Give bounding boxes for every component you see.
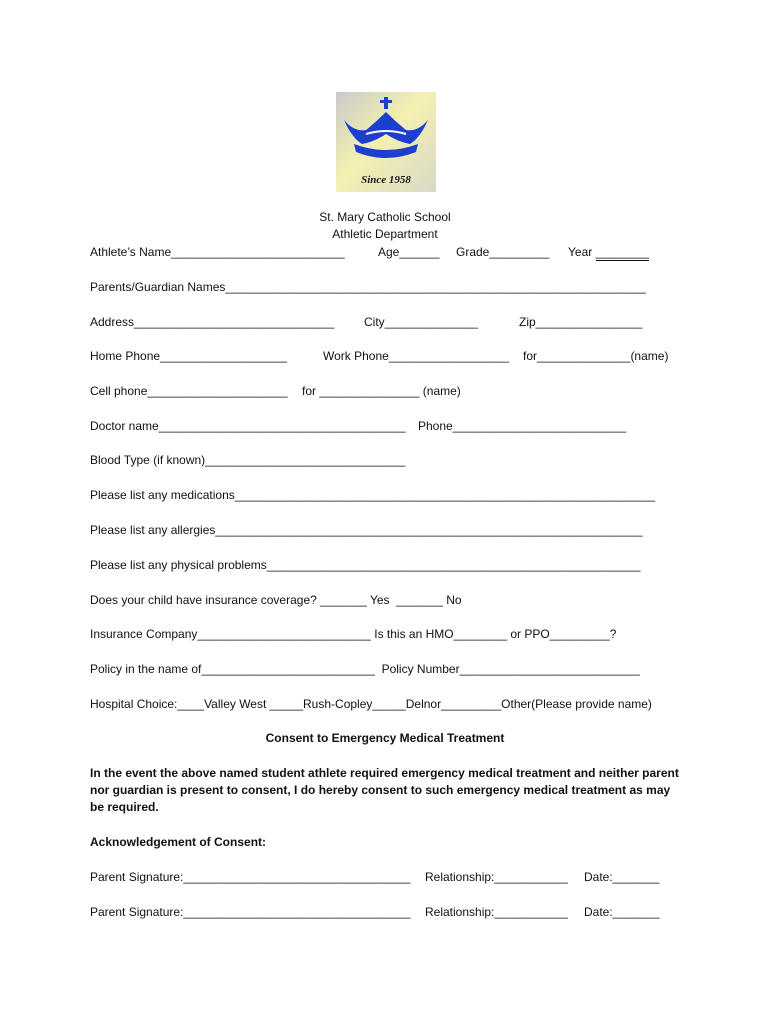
doctor-name-field[interactable]: Doctor name_____________________________________ — [90, 419, 406, 433]
consent-body: In the event the above named student athlete required emergency medical treatment and neither parent nor guardian is present to consent, I do hereby consent to such emergency medical treatment as may be required. — [90, 766, 679, 814]
cell-phone-field[interactable]: Cell phone_____________________ — [90, 384, 288, 398]
consent-title: Consent to Emergency Medical Treatment — [265, 731, 505, 745]
logo-caption: Since 1958 — [361, 174, 411, 186]
year-field[interactable] — [568, 244, 649, 261]
doctor-phone-field[interactable]: Phone__________________________ — [418, 419, 627, 433]
zip-field[interactable]: Zip________________ — [519, 315, 643, 329]
physical-problems-field[interactable]: Please list any physical problems________________________________________________________ — [90, 558, 641, 572]
department-name: Athletic Department — [332, 227, 438, 241]
medications-field[interactable]: Please list any medications_______________________________________________________________ — [90, 488, 656, 502]
date-field-1[interactable]: Date:_______ — [584, 870, 660, 884]
address-field[interactable]: Address______________________________ — [90, 315, 335, 329]
acknowledgement-heading: Acknowledgement of Consent: — [90, 835, 267, 849]
insurance-coverage-field[interactable]: Does your child have insurance coverage? _______ Yes _______ No — [90, 593, 462, 607]
hospital-choice-field[interactable]: Hospital Choice:____Valley West _____Rush-Copley_____Delnor_________Other(Please provide name) — [90, 697, 652, 711]
age-field[interactable]: Age______ — [378, 245, 440, 259]
date-field-2[interactable]: Date:_______ — [584, 905, 660, 919]
work-phone-for-field[interactable]: for______________(name) — [523, 349, 669, 363]
policy-field[interactable]: Policy in the name of__________________________ Policy Number___________________________ — [90, 662, 640, 676]
parent-signature-field-2[interactable]: Parent Signature:__________________________________ — [90, 905, 411, 919]
school-name: St. Mary Catholic School — [319, 210, 451, 224]
relationship-field-1[interactable]: Relationship:___________ — [425, 870, 568, 884]
school-logo — [336, 92, 436, 192]
home-phone-field[interactable]: Home Phone___________________ — [90, 349, 287, 363]
blood-type-field[interactable]: Blood Type (if known)______________________________ — [90, 453, 406, 467]
parents-field[interactable]: Parents/Guardian Names_______________________________________________________________ — [90, 280, 646, 294]
relationship-field-2[interactable]: Relationship:___________ — [425, 905, 568, 919]
grade-field[interactable]: Grade_________ — [456, 245, 550, 259]
insurance-company-field[interactable]: Insurance Company__________________________ Is this an HMO________ or PPO_________? — [90, 627, 617, 641]
cell-for-field[interactable]: for _______________ (name) — [302, 384, 461, 398]
year-label: Year — [568, 245, 593, 259]
city-field[interactable]: City______________ — [364, 315, 479, 329]
work-phone-field[interactable]: Work Phone__________________ — [323, 349, 509, 363]
year-blank: ________ — [595, 245, 649, 259]
athlete-name-field[interactable]: Athlete’s Name__________________________ — [90, 245, 345, 259]
parent-signature-field-1[interactable]: Parent Signature:__________________________________ — [90, 870, 411, 884]
allergies-field[interactable]: Please list any allergies________________________________________________________________ — [90, 523, 643, 537]
